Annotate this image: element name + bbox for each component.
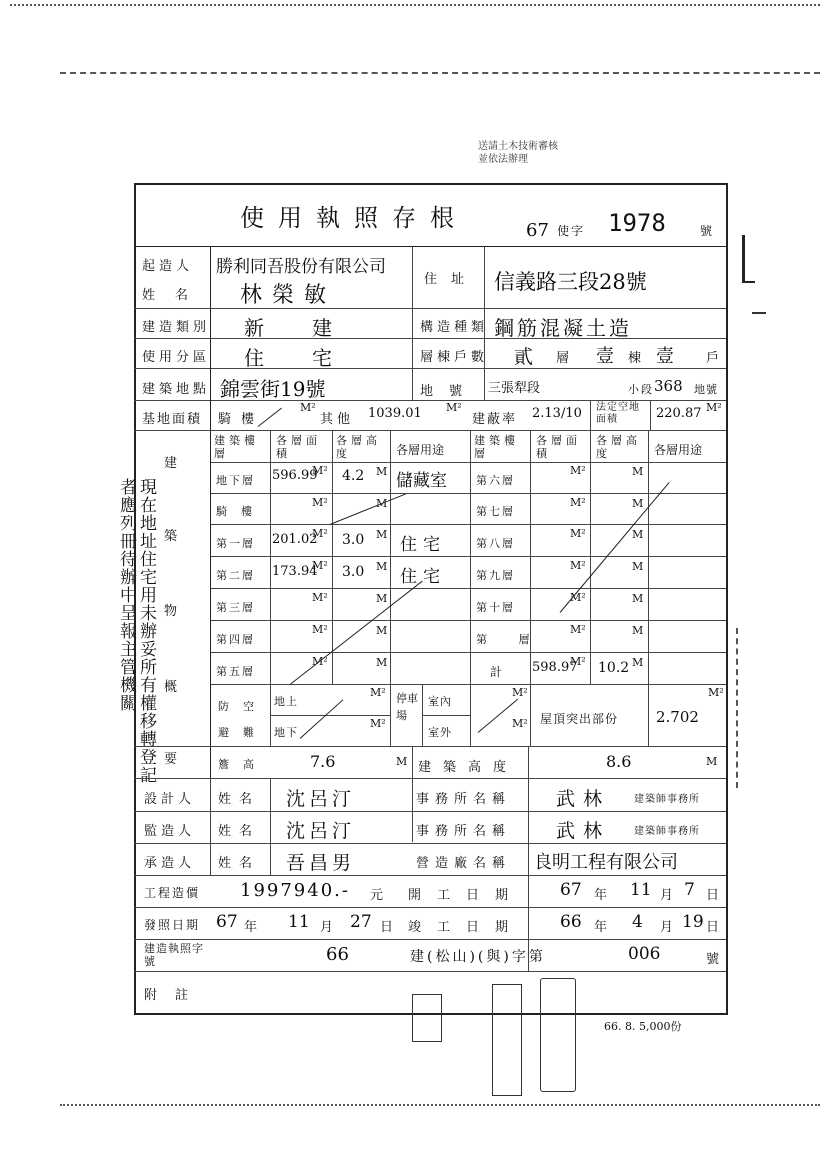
row-line: [134, 778, 726, 779]
designer-name-label: 姓名: [218, 792, 261, 807]
col-line: [650, 400, 651, 430]
scan-noise-line: [60, 72, 820, 74]
unit-m2: M²: [570, 655, 586, 668]
license-year: 67: [526, 220, 549, 241]
header-height-left: 各層高度: [336, 434, 381, 460]
floor-2: 第二層: [216, 569, 255, 582]
floor-1-height: 3.0: [342, 532, 365, 548]
col-line: [210, 778, 211, 875]
seal-stamp-2: [492, 984, 522, 1096]
unit-m2: M²: [512, 686, 528, 699]
floors-count: 貳: [514, 346, 534, 368]
unit-m2: M²: [312, 464, 328, 477]
header-area-left: 各層面積: [276, 434, 321, 460]
row-line: [134, 746, 726, 747]
cost-unit: 元: [370, 888, 388, 903]
row-line: [134, 338, 726, 339]
contractor-name-label: 姓名: [218, 856, 261, 871]
supervisor-name: 沈呂汀: [286, 820, 356, 842]
lot-label: 地號: [420, 384, 479, 399]
scan-artifact: [742, 235, 755, 283]
floor-1: 第一層: [216, 537, 255, 550]
col-line: [648, 684, 649, 746]
contractor-role: 承造人: [144, 856, 196, 871]
start-month-unit: 月: [660, 888, 678, 903]
issue-day: 27: [350, 912, 372, 932]
row-line: [134, 907, 726, 908]
unit-m2: M²: [312, 655, 328, 668]
site-section: 三張犁段: [488, 381, 541, 396]
col-line: [528, 746, 529, 971]
header-use-left: 各層用途: [396, 443, 445, 457]
lot-unit: 地號: [694, 383, 718, 396]
row-line: [134, 971, 726, 972]
legal-area-unit: M²: [706, 401, 722, 414]
col-line: [648, 430, 649, 684]
supervisor-role: 監造人: [144, 824, 196, 839]
unit-m2: M²: [312, 527, 328, 540]
eave-value: 7.6: [310, 752, 336, 771]
applicant-company: 勝利同吾股份有限公司: [216, 257, 386, 277]
parking-label: 停車場: [396, 692, 418, 722]
header-use-right: 各層用途: [654, 443, 703, 457]
arcade-unit: M²: [300, 401, 316, 414]
top-stamp: 送請土木技術審核 並依法辦理: [478, 141, 558, 165]
col-line: [530, 684, 531, 746]
coverage-label: 建蔽率: [472, 412, 518, 427]
site-address: 錦雲街19號: [220, 377, 326, 401]
unit-m: M: [632, 497, 644, 510]
shelter-above: 地上: [274, 695, 298, 708]
total-label: 計: [490, 665, 507, 679]
unit-m: M: [632, 560, 644, 573]
unit-m2: M²: [312, 623, 328, 636]
row-line: [134, 246, 726, 247]
shelter-label: 防空避難: [218, 700, 268, 739]
subsection-label: 小段: [628, 383, 654, 396]
supervisor-office: 武林: [556, 820, 611, 842]
license-suffix: 號: [700, 224, 717, 238]
unit-m2: M²: [570, 527, 586, 540]
floor-unit: 層: [556, 351, 574, 366]
basement-area: 596.99: [272, 468, 318, 483]
col-line: [590, 400, 591, 430]
license-char: 使字: [557, 224, 586, 238]
building-class-label: 建造類別: [142, 320, 211, 335]
unit-m: M: [632, 656, 644, 669]
applicant-name: 林榮敏: [240, 283, 337, 308]
height-value: 8.6: [606, 752, 632, 771]
done-day: 19: [682, 912, 704, 932]
unit-m2: M²: [370, 717, 386, 730]
side-label-2: 築: [164, 529, 182, 544]
basement-use: 儲藏室: [396, 471, 447, 491]
contractor-name: 吾昌男: [286, 852, 356, 874]
usage-label: 使用分區: [142, 350, 211, 365]
issue-month-unit: 月: [320, 920, 338, 935]
unit-m: M: [632, 528, 644, 541]
household-unit: 戶: [706, 351, 724, 366]
row-line: [134, 368, 726, 369]
unit-m: M: [376, 497, 388, 510]
unit-m2: M²: [570, 623, 586, 636]
start-year-unit: 年: [594, 888, 612, 903]
legal-area: 220.87: [656, 406, 702, 421]
done-month-unit: 月: [660, 920, 678, 935]
row-line: [134, 843, 726, 844]
contractor-office: 良明工程有限公司: [534, 852, 678, 873]
side-label-3: 物: [164, 604, 182, 619]
designer-office: 武林: [556, 788, 611, 810]
building-class-value: 新建: [244, 316, 380, 340]
col-line: [210, 246, 211, 811]
eave-label: 簷高: [218, 758, 268, 771]
applicant-label-top: 起造人: [142, 259, 194, 274]
side-label-4: 概: [164, 680, 182, 695]
unit-m2: M²: [512, 717, 528, 730]
issue-day-unit: 日: [380, 920, 398, 935]
unit-m2: M²: [312, 496, 328, 509]
col-line: [270, 778, 271, 875]
col-line: [390, 430, 391, 684]
form-title: 使用執照存根: [240, 204, 468, 232]
parking-in: 室內: [428, 695, 452, 708]
unit-m2: M²: [570, 464, 586, 477]
floor-basement: 地下層: [216, 474, 255, 487]
top-border-dots: [10, 4, 820, 6]
unit-m2: M²: [312, 559, 328, 572]
scan-artifact: [752, 312, 766, 340]
applicant-label-bottom: 姓名: [142, 288, 209, 303]
permit-number: 006: [628, 944, 661, 964]
shelter-below: 地下: [274, 726, 298, 739]
floor-1-use: 住宅: [400, 535, 446, 555]
total-area: 1039.01: [368, 406, 422, 421]
unit-m: M: [376, 465, 388, 478]
floor-4: 第四層: [216, 633, 255, 646]
coverage: 2.13/10: [532, 406, 582, 421]
done-month: 4: [632, 912, 643, 932]
unit-m: M: [376, 560, 388, 573]
designer-office-label: 事務所名稱: [416, 792, 512, 807]
note-label: 附註: [144, 988, 207, 1003]
designer-name: 沈呂汀: [286, 788, 356, 810]
floor-8: 第八層: [476, 537, 515, 550]
unit-m: M: [376, 624, 388, 637]
cost-label: 工程造價: [144, 886, 201, 900]
floor-2-area: 173.94: [272, 564, 318, 579]
floor-7: 第七層: [476, 505, 515, 518]
designer-role: 設計人: [144, 792, 196, 807]
unit-m: M: [376, 656, 388, 669]
unit-m: M: [706, 755, 718, 768]
floor-1-area: 201.02: [272, 532, 318, 547]
designer-office-suffix: 建築師事務所: [634, 794, 700, 805]
row-line: [134, 811, 726, 812]
issue-year-unit: 年: [244, 920, 262, 935]
unit-m2: M²: [570, 496, 586, 509]
unit-m: M: [632, 465, 644, 478]
total-height: 10.2: [598, 660, 630, 676]
issue-label: 發照日期: [144, 918, 201, 932]
floor-3: 第三層: [216, 601, 255, 614]
header-floor-right: 建築樓層: [474, 434, 519, 460]
contractor-office-label: 營造廠名稱: [416, 856, 512, 871]
unit-m: M: [396, 755, 408, 768]
floor-10: 第十層: [476, 601, 515, 614]
floor-9: 第九層: [476, 569, 515, 582]
seal-stamp-3: [540, 978, 576, 1092]
done-year-unit: 年: [594, 920, 612, 935]
parking-out: 室外: [428, 726, 452, 739]
col-line: [332, 430, 333, 684]
floor-arcade: 騎樓: [216, 505, 266, 518]
building-unit: 棟: [628, 351, 646, 366]
total-area-unit: M²: [446, 401, 462, 414]
total-area-floors: 598.97: [532, 660, 578, 675]
lot-number: 368: [654, 377, 683, 395]
floor-5: 第五層: [216, 665, 255, 678]
height-label: 建築高度: [418, 760, 519, 775]
buildings-count: 壹: [596, 346, 614, 367]
start-label: 開工日期: [408, 888, 525, 903]
legal-area-label: 法定空地面積: [596, 402, 640, 425]
row-line: [134, 308, 726, 309]
start-year: 67: [560, 880, 582, 900]
header-floor-left: 建築樓層: [214, 434, 259, 460]
site-label: 建築地點: [142, 382, 211, 397]
roof-value: 2.702: [656, 708, 699, 726]
floor-2-use: 住宅: [400, 567, 446, 587]
unit-m2: M²: [708, 686, 724, 699]
arcade-label: 騎樓: [218, 412, 265, 427]
permit-label: 建造執照字號: [144, 942, 204, 968]
col-line: [470, 430, 471, 684]
row-line: [270, 715, 390, 716]
supervisor-office-suffix: 建築師事務所: [634, 826, 700, 837]
structure-label: 構造種類: [420, 320, 489, 335]
unit-m: M: [376, 528, 388, 541]
usage-value: 住宅: [244, 346, 380, 370]
col-line: [590, 430, 591, 684]
col-line: [470, 684, 471, 746]
done-label: 竣工日期: [408, 920, 525, 935]
row-line: [422, 715, 470, 716]
households-count: 壹: [656, 346, 674, 367]
license-number: 1978: [608, 209, 666, 237]
floor-extra: 第 層: [476, 633, 544, 646]
start-month: 11: [630, 880, 652, 900]
bottom-border-dots: [60, 1104, 820, 1106]
header-area-right: 各層面積: [536, 434, 581, 460]
address-label: 住址: [424, 272, 479, 287]
print-note: 66. 8. 5,000份: [604, 1020, 682, 1033]
col-line: [412, 746, 413, 842]
area-label: 基地面積: [142, 412, 203, 427]
left-margin-note: 現在地址住宅用未辦妥所有權移轉登記者應列冊待辦中呈報主管機關: [116, 478, 156, 784]
unit-m2: M²: [370, 686, 386, 699]
header-height-right: 各層高度: [596, 434, 641, 460]
basement-height: 4.2: [342, 468, 365, 484]
roof-label: 屋頂突出部份: [540, 712, 619, 726]
issue-year: 67: [216, 912, 238, 932]
done-day-unit: 日: [706, 920, 724, 935]
start-day: 7: [684, 880, 695, 900]
col-line: [412, 246, 413, 400]
structure-value: 鋼筋混凝土造: [494, 316, 632, 340]
row-line: [134, 430, 726, 431]
floors-label: 層棟戶數: [420, 350, 489, 365]
row-line: [134, 875, 726, 876]
floor-6: 第六層: [476, 474, 515, 487]
floor-2-height: 3.0: [342, 564, 365, 580]
scan-artifact: [736, 628, 778, 788]
supervisor-name-label: 姓名: [218, 824, 261, 839]
total-area-label: 其他: [320, 412, 355, 427]
issue-month: 11: [288, 912, 310, 932]
unit-m: M: [632, 624, 644, 637]
start-day-unit: 日: [706, 888, 724, 903]
row-line: [134, 939, 726, 940]
unit-m: M: [632, 592, 644, 605]
side-label-5: 要: [164, 752, 182, 767]
unit-m2: M²: [312, 591, 328, 604]
unit-m2: M²: [570, 559, 586, 572]
col-line: [390, 684, 391, 746]
side-label-1: 建: [164, 456, 182, 471]
cost-value: 1997940.-: [240, 880, 350, 901]
permit-suffix: 號: [706, 952, 724, 967]
supervisor-office-label: 事務所名稱: [416, 824, 512, 839]
unit-m2: M²: [570, 591, 586, 604]
done-year: 66: [560, 912, 582, 932]
permit-year: 66: [326, 944, 349, 965]
unit-m: M: [376, 592, 388, 605]
seal-stamp-1: [412, 994, 442, 1042]
applicant-address: 信義路三段28號: [494, 270, 647, 294]
permit-char: 建(松山)(與)字第: [410, 949, 546, 965]
